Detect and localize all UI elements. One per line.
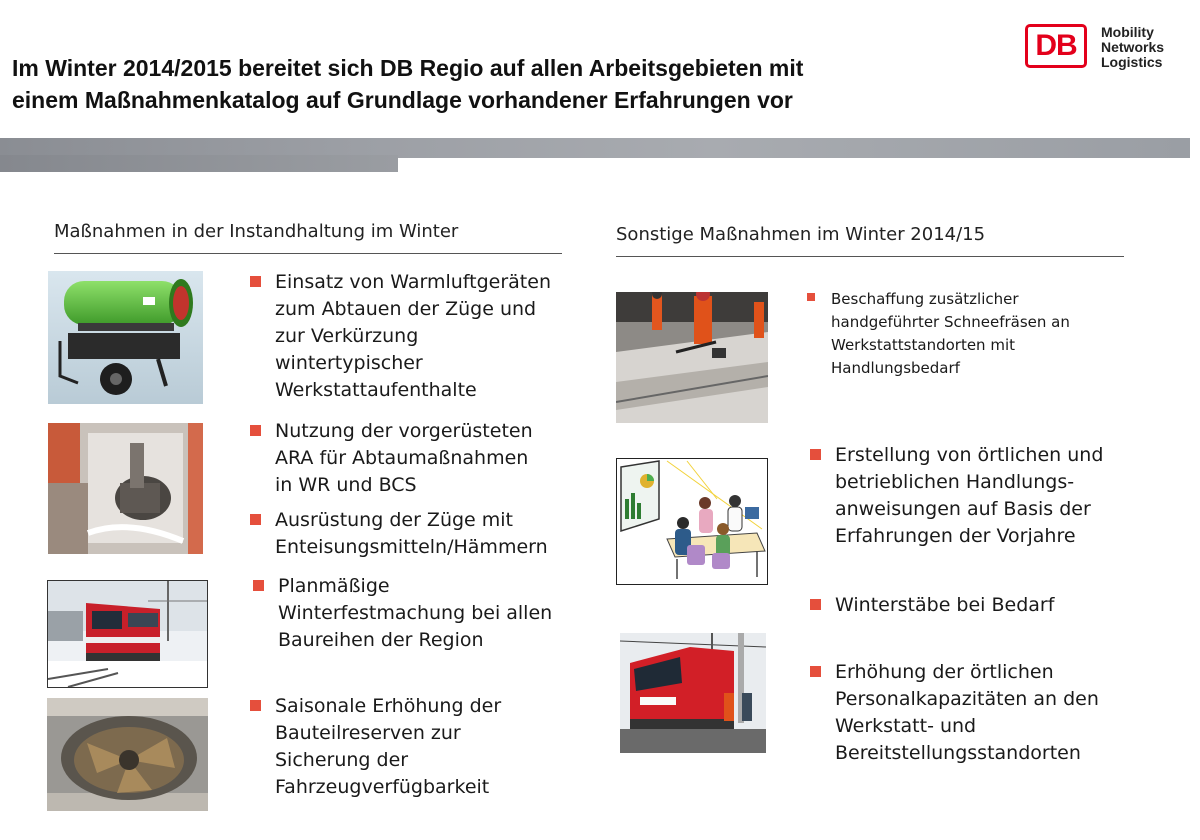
left-section-title: Maßnahmen in der Instandhaltung im Winter: [54, 221, 459, 242]
right-bullet-4-text: Erhöhung der örtlichen Personalkapazitäten an den Werkstatt- und Bereitstellungsstandorten: [835, 661, 1099, 764]
left-bullet-5-text: Saisonale Erhöhung der Bauteilreserven zur Sicherung der Fahrzeugverfügbarkeit: [275, 695, 502, 798]
warm-air-heater-photo: [48, 271, 203, 404]
meeting-illustration: [616, 458, 768, 585]
right-section-rule: [616, 256, 1124, 257]
regional-train-snow-photo: [47, 580, 208, 688]
deicing-closeup-photo: [48, 423, 203, 554]
bullet-marker: [250, 425, 261, 436]
db-tagline-line-3: Logistics: [1101, 54, 1163, 70]
right-section-title: Sonstige Maßnahmen im Winter 2014/15: [616, 224, 986, 245]
bullet-marker: [810, 666, 821, 677]
header-band-notch: [0, 155, 398, 172]
db-tagline: [1101, 25, 1164, 70]
left-bullet-2-text: Nutzung der vorgerüsteten ARA für Abtaumaßnahmen in WR und BCS: [275, 420, 533, 496]
component-fan-photo: [47, 698, 208, 811]
left-bullet-5: [250, 693, 501, 801]
db-tagline-line-1: Mobility: [1101, 24, 1154, 40]
snow-clearing-workers-photo: [616, 292, 768, 423]
red-locomotive-photo: [620, 633, 766, 753]
db-tagline-line-2: Networks: [1101, 39, 1165, 55]
page-title-line-2: einem Maßnahmenkatalog auf Grundlage vorhandener Erfahrungen vor: [12, 87, 793, 113]
left-bullet-1: [250, 269, 551, 404]
right-bullet-3: [810, 592, 1054, 619]
db-logo: [1025, 24, 1087, 68]
left-section-rule: [54, 253, 562, 254]
left-bullet-1-text: Einsatz von Warmluftgeräten zum Abtauen der Züge und zur Verkürzung wintertypischer Werkstattaufenthalte: [275, 271, 551, 401]
right-bullet-2: [810, 442, 1103, 550]
bullet-marker: [810, 449, 821, 460]
db-logo-mark: DB: [1035, 29, 1077, 62]
bullet-marker: [810, 599, 821, 610]
page-title-line-1: Im Winter 2014/2015 bereitet sich DB Regio auf allen Arbeitsgebieten mit: [12, 55, 804, 81]
bullet-marker: [807, 293, 815, 301]
left-bullet-3-text: Ausrüstung der Züge mit Enteisungsmitteln/Hämmern: [275, 509, 548, 558]
right-bullet-2-text: Erstellung von örtlichen und betrieblichen Handlungs- anweisungen auf Basis der Erfahrungen der Vorjahre: [835, 444, 1104, 547]
right-bullet-1-text: Beschaffung zusätzlicher handgeführter Schneefräsen an Werkstattstandorten mit Handlungsbedarf: [831, 290, 1070, 377]
left-bullet-3: [250, 507, 548, 561]
left-bullet-4: [253, 573, 552, 654]
bullet-marker: [250, 514, 261, 525]
bullet-marker: [250, 700, 261, 711]
right-bullet-3-text: Winterstäbe bei Bedarf: [835, 594, 1055, 616]
bullet-marker: [250, 276, 261, 287]
right-bullet-1: [807, 288, 1070, 380]
page-title: [12, 52, 972, 116]
right-bullet-4: [810, 659, 1099, 767]
left-bullet-4-text: Planmäßige Winterfestmachung bei allen Baureihen der Region: [278, 575, 553, 651]
bullet-marker: [253, 580, 264, 591]
left-bullet-2: [250, 418, 533, 499]
